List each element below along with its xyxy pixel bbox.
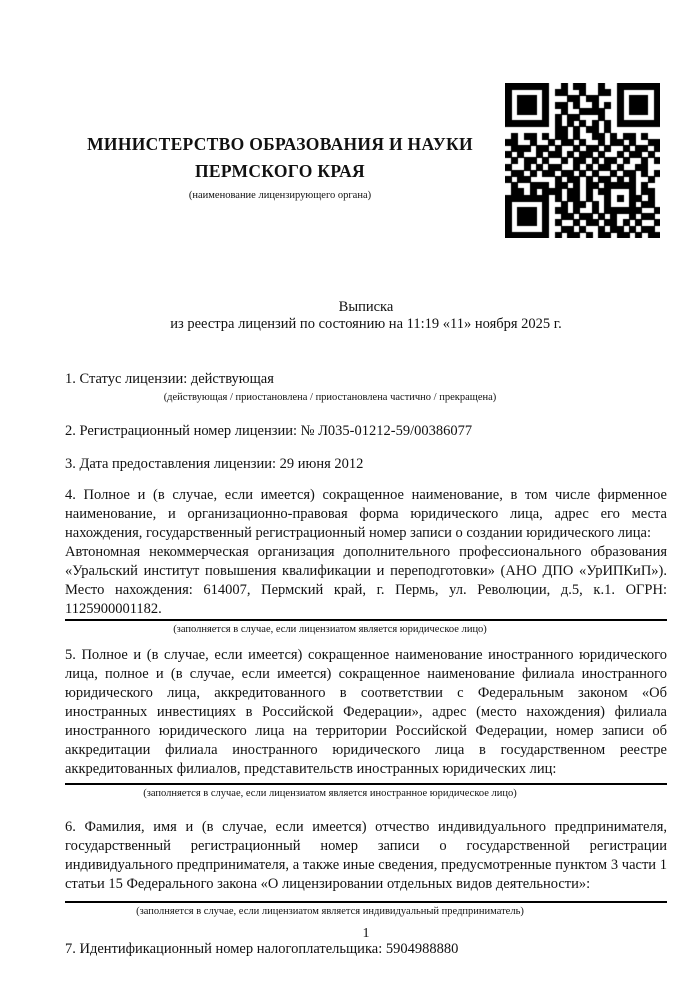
item-2-registration-number: 2. Регистрационный номер лицензии: № Л035-01212-59/00386077 — [65, 423, 473, 439]
document-title-line1: Выписка — [338, 299, 394, 315]
item-4-caption: (заполняется в случае, если лицензиатом является юридическое лицо) — [173, 624, 487, 635]
item-6-caption: (заполняется в случае, если лицензиатом является индивидуальный предприниматель) — [136, 906, 524, 917]
item-1-license-status: 1. Статус лицензии: действующая — [65, 371, 274, 387]
document-title — [65, 299, 667, 333]
item-1-caption: (действующая / приостановлена / приостановлена частично / прекращена) — [163, 392, 497, 403]
item-7-taxpayer-number: 7. Идентификационный номер налогоплательщика: 5904988880 — [65, 941, 459, 957]
item-4-legal-entity — [65, 486, 667, 619]
item-6-individual-entrepreneur: 6. Фамилия, имя и (в случае, если имеется) отчество индивидуального предпринимателя, государственный регистрационный номер записи о государственной регистрации индивидуального предпринимателя, а также иные сведения, предусмотренные пунктом 3 части 1 статьи 15 Федерального закона «О лицензировании отдельных видов деятельности»: — [65, 819, 667, 892]
item-4-value: Автономная некоммерческая организация дополнительного профессионального образования «Уральский институт повышения квалификации и переподготовки» (АНО ДПО «УрИПКиП»). Место нахождения: 614007, Пермский край, г. Пермь, ул. Революции, д.5, к.1. ОГРН: 1125900001182. — [65, 544, 667, 617]
item-4-horizontal-rule — [65, 619, 667, 621]
document-body — [65, 299, 667, 959]
item-4-label: 4. Полное и (в случае, если имеется) сокращенное наименование, в том числе фирменное наименование, и организационно-правовая форма юридического лица, адрес его места нахождения, государственный регистрационный номер записи о создании юридического лица: — [65, 487, 667, 541]
ministry-name-line2: ПЕРМСКОГО КРАЯ — [195, 161, 365, 181]
ministry-name-line1: МИНИСТЕРСТВО ОБРАЗОВАНИЯ И НАУКИ — [87, 134, 473, 154]
ministry-name-caption: (наименование лицензирующего органа) — [188, 190, 372, 201]
item-5-foreign-entity: 5. Полное и (в случае, если имеется) сокращенное наименование иностранного юридического лица, полное и (в случае, если имеется) сокращенное наименование филиала иностранного юридического лица, аккредитованного в соответствии с Федеральным законом «Об иностранных инвестициях в Российской Федерации», адрес (место нахождения) филиала иностранного юридического лица на территории Российской Федерации, номер записи об аккредитации филиала иностранного юридического лица в государственном реестре аккредитованных филиалов, представительств иностранных юридических лиц: — [65, 647, 667, 777]
page-number: 1 — [362, 926, 370, 941]
document-header — [65, 131, 495, 202]
item-5-caption: (заполняется в случае, если лицензиатом является иностранное юридическое лицо) — [143, 788, 517, 799]
item-5-horizontal-rule — [65, 783, 667, 785]
item-3-grant-date: 3. Дата предоставления лицензии: 29 июня 2012 — [65, 456, 364, 472]
item-6-horizontal-rule — [65, 901, 667, 903]
document-title-line2: из реестра лицензий по состоянию на 11:19 «11» ноября 2025 г. — [170, 316, 562, 332]
qr-code — [505, 83, 660, 238]
